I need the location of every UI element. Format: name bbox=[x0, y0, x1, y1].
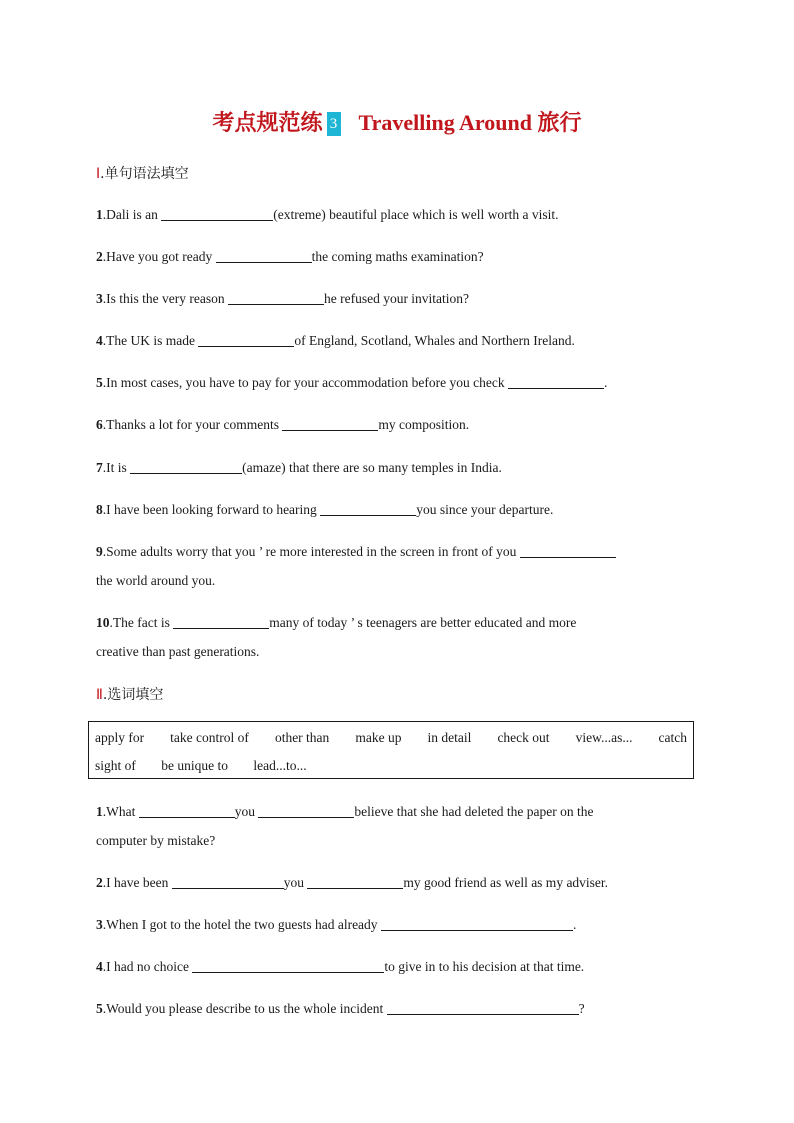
s1-question-5: 5.In most cases, you have to pay for your accommodation before you check . bbox=[96, 375, 608, 390]
s1-question-4: 4.The UK is made of England, Scotland, Whales and Northern Ireland. bbox=[96, 333, 575, 348]
word-bank-item: catch bbox=[658, 730, 687, 745]
section-1-heading bbox=[96, 163, 189, 183]
answer-blank[interactable] bbox=[198, 331, 294, 347]
answer-blank[interactable] bbox=[173, 613, 269, 629]
word-bank-item: lead...to... bbox=[253, 758, 307, 773]
title-en: Travelling Around bbox=[358, 110, 532, 135]
word-bank-item: other than bbox=[274, 730, 330, 745]
word-bank-item: sight of bbox=[95, 758, 136, 773]
answer-blank[interactable] bbox=[508, 373, 604, 389]
answer-blank[interactable] bbox=[216, 247, 312, 263]
answer-blank[interactable] bbox=[520, 542, 616, 558]
s1-question-1: 1.Dali is an (extreme) beautiful place which is well worth a visit. bbox=[96, 207, 559, 222]
section-2-label: .选词填空 bbox=[102, 687, 164, 703]
s1-question-7: 7.It is (amaze) that there are so many temples in India. bbox=[96, 460, 502, 475]
word-bank-item: in detail bbox=[427, 730, 472, 745]
word-bank-item: make up bbox=[355, 730, 402, 745]
answer-blank[interactable] bbox=[161, 205, 273, 221]
s1-question-8: 8.I have been looking forward to hearing you since your departure. bbox=[96, 502, 554, 517]
answer-blank[interactable] bbox=[282, 415, 378, 431]
title-number-badge: 3 bbox=[327, 112, 341, 136]
s2-question-4: 4.I had no choice to give in to his decision at that time. bbox=[96, 959, 585, 974]
answer-blank[interactable] bbox=[387, 999, 579, 1015]
s1-question-10: 10.The fact is many of today ’ s teenagers are better educated and more creative than past generations. bbox=[96, 615, 577, 659]
answer-blank[interactable] bbox=[258, 802, 354, 818]
answer-blank[interactable] bbox=[192, 957, 384, 973]
word-bank-item: view...as... bbox=[575, 730, 633, 745]
word-bank-box bbox=[88, 721, 694, 779]
s2-question-3: 3.When I got to the hotel the two guests had already . bbox=[96, 917, 577, 932]
answer-blank[interactable] bbox=[139, 802, 235, 818]
word-bank-item: apply for bbox=[95, 730, 145, 745]
section-2-roman: Ⅱ bbox=[96, 687, 103, 703]
title-cn-suffix: 旅行 bbox=[537, 110, 582, 135]
answer-blank[interactable] bbox=[130, 458, 242, 474]
s1-question-3: 3.Is this the very reason he refused your invitation? bbox=[96, 291, 470, 306]
answer-blank[interactable] bbox=[307, 873, 403, 889]
s2-question-5: 5.Would you please describe to us the whole incident ? bbox=[96, 1001, 585, 1016]
word-bank-item: be unique to bbox=[161, 758, 229, 773]
s2-question-1: 1.What you believe that she had deleted the paper on the computer by mistake? bbox=[96, 804, 594, 848]
section-1-label: .单句语法填空 bbox=[100, 166, 189, 182]
s2-question-2: 2.I have been you my good friend as well as my adviser. bbox=[96, 875, 609, 890]
s1-question-2: 2.Have you got ready the coming maths examination? bbox=[96, 249, 484, 264]
word-bank-item: take control of bbox=[170, 730, 249, 745]
page-title bbox=[0, 106, 794, 137]
section-2-heading bbox=[96, 684, 163, 704]
word-bank-item: check out bbox=[497, 730, 550, 745]
answer-blank[interactable] bbox=[320, 500, 416, 516]
answer-blank[interactable] bbox=[228, 289, 324, 305]
answer-blank[interactable] bbox=[172, 873, 284, 889]
title-cn-prefix: 考点规范练 bbox=[212, 110, 323, 135]
section-1-roman: Ⅰ bbox=[96, 166, 101, 182]
s1-question-9: 9.Some adults worry that you ’ re more interested in the screen in front of you the world around you. bbox=[96, 537, 706, 595]
answer-blank[interactable] bbox=[381, 915, 573, 931]
s1-question-6: 6.Thanks a lot for your comments my composition. bbox=[96, 417, 470, 432]
